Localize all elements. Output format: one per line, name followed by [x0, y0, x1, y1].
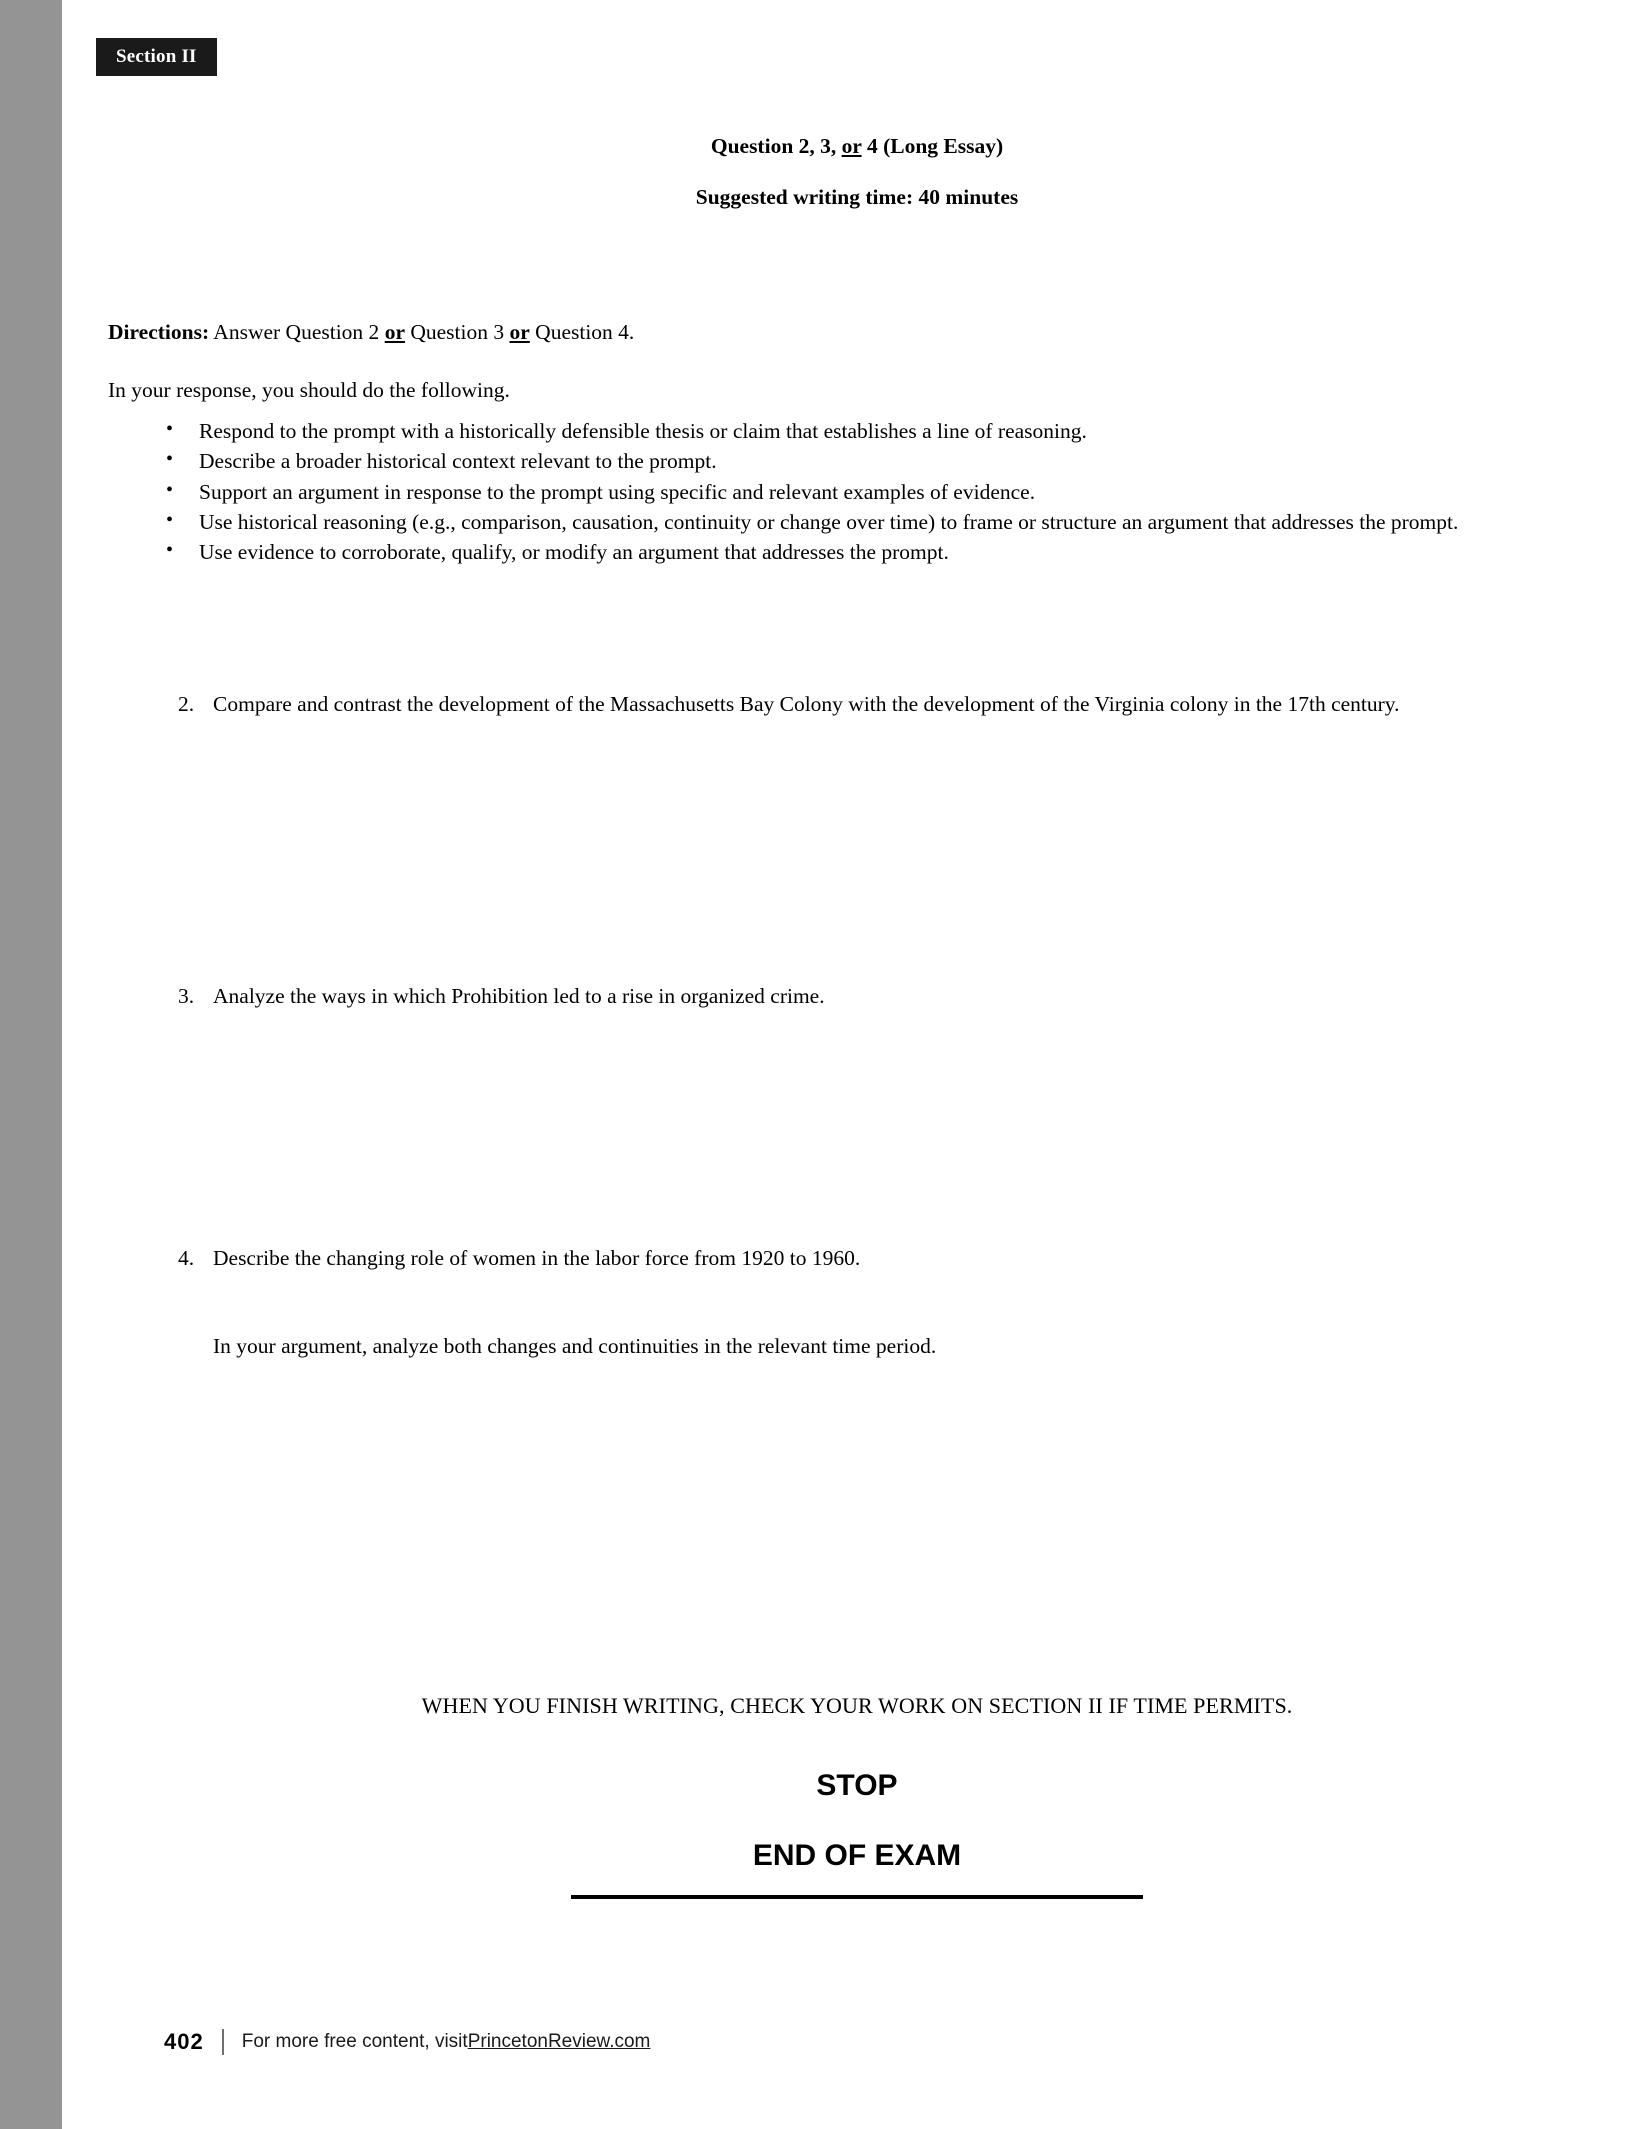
list-item: • Use historical reasoning (e.g., comparison, causation, continuity or change over time) to frame or structure an argument that addresses the prompt.	[166, 508, 1528, 536]
question-heading	[74, 135, 1640, 159]
footer-text: For more free content, visit	[241, 2031, 468, 2052]
exam-headings	[74, 135, 1640, 209]
closing-note: WHEN YOU FINISH WRITING, CHECK YOUR WORK ON SECTION II IF TIME PERMITS.	[421, 1693, 1293, 1718]
section-tag: Section II	[96, 38, 217, 76]
question-4-text: Describe the changing role of women in the labor force from 1920 to 1960.	[213, 1246, 861, 1270]
question-heading-or: or	[841, 134, 862, 158]
directions-text-a: Answer Question 2	[209, 320, 385, 344]
question-2-number: 2.	[178, 692, 195, 716]
left-margin-bar	[0, 0, 62, 2129]
question-2	[108, 690, 1533, 718]
stop-label: STOP	[816, 1769, 898, 1802]
directions-or-2: or	[509, 320, 530, 344]
closing-rule	[571, 1895, 1143, 1899]
question-heading-part-b: 4 (Long Essay)	[861, 134, 1004, 158]
question-3	[108, 982, 1533, 1010]
footer-page-number: 402	[164, 2029, 204, 2054]
footer-divider	[222, 2029, 224, 2055]
closing-block	[74, 1693, 1640, 1899]
directions-or-1: or	[384, 320, 405, 344]
question-2-text: Compare and contrast the development of the Massachusetts Bay Colony with the development of the Virginia colony in the 17th century.	[213, 692, 1400, 716]
end-of-exam-label: END OF EXAM	[752, 1839, 962, 1872]
directions-text-b: Question 3	[404, 320, 510, 344]
question-4-number: 4.	[178, 1246, 195, 1270]
writing-time-heading: Suggested writing time: 40 minutes	[695, 184, 1019, 209]
directions-label: Directions:	[108, 320, 210, 344]
directions-text-c: Question 4.	[529, 320, 635, 344]
list-item: • Describe a broader historical context relevant to the prompt.	[166, 447, 1528, 475]
response-intro: In your response, you should do the following.	[108, 378, 510, 403]
page-footer	[164, 2029, 650, 2055]
directions-block	[108, 318, 1528, 569]
list-item: • Support an argument in response to the prompt using specific and relevant examples of evidence.	[166, 478, 1528, 506]
question-4-extra: In your argument, analyze both changes and continuities in the relevant time period.	[213, 1334, 937, 1359]
list-item: • Respond to the prompt with a historically defensible thesis or claim that establishes a line of reasoning.	[166, 417, 1528, 445]
list-item: • Use evidence to corroborate, qualify, or modify an argument that addresses the prompt.	[166, 538, 1528, 566]
requirements-list	[108, 417, 1528, 567]
question-4	[108, 1244, 1533, 1361]
footer-link[interactable]: PrincetonReview.com	[467, 2031, 651, 2052]
question-3-number: 3.	[178, 984, 195, 1008]
question-3-text: Analyze the ways in which Prohibition led to a rise in organized crime.	[213, 984, 825, 1008]
question-heading-part-a: Question 2, 3,	[710, 134, 842, 158]
page-content	[74, 0, 1640, 2129]
directions-line	[108, 318, 1528, 346]
left-margin-gutter	[62, 0, 74, 2129]
